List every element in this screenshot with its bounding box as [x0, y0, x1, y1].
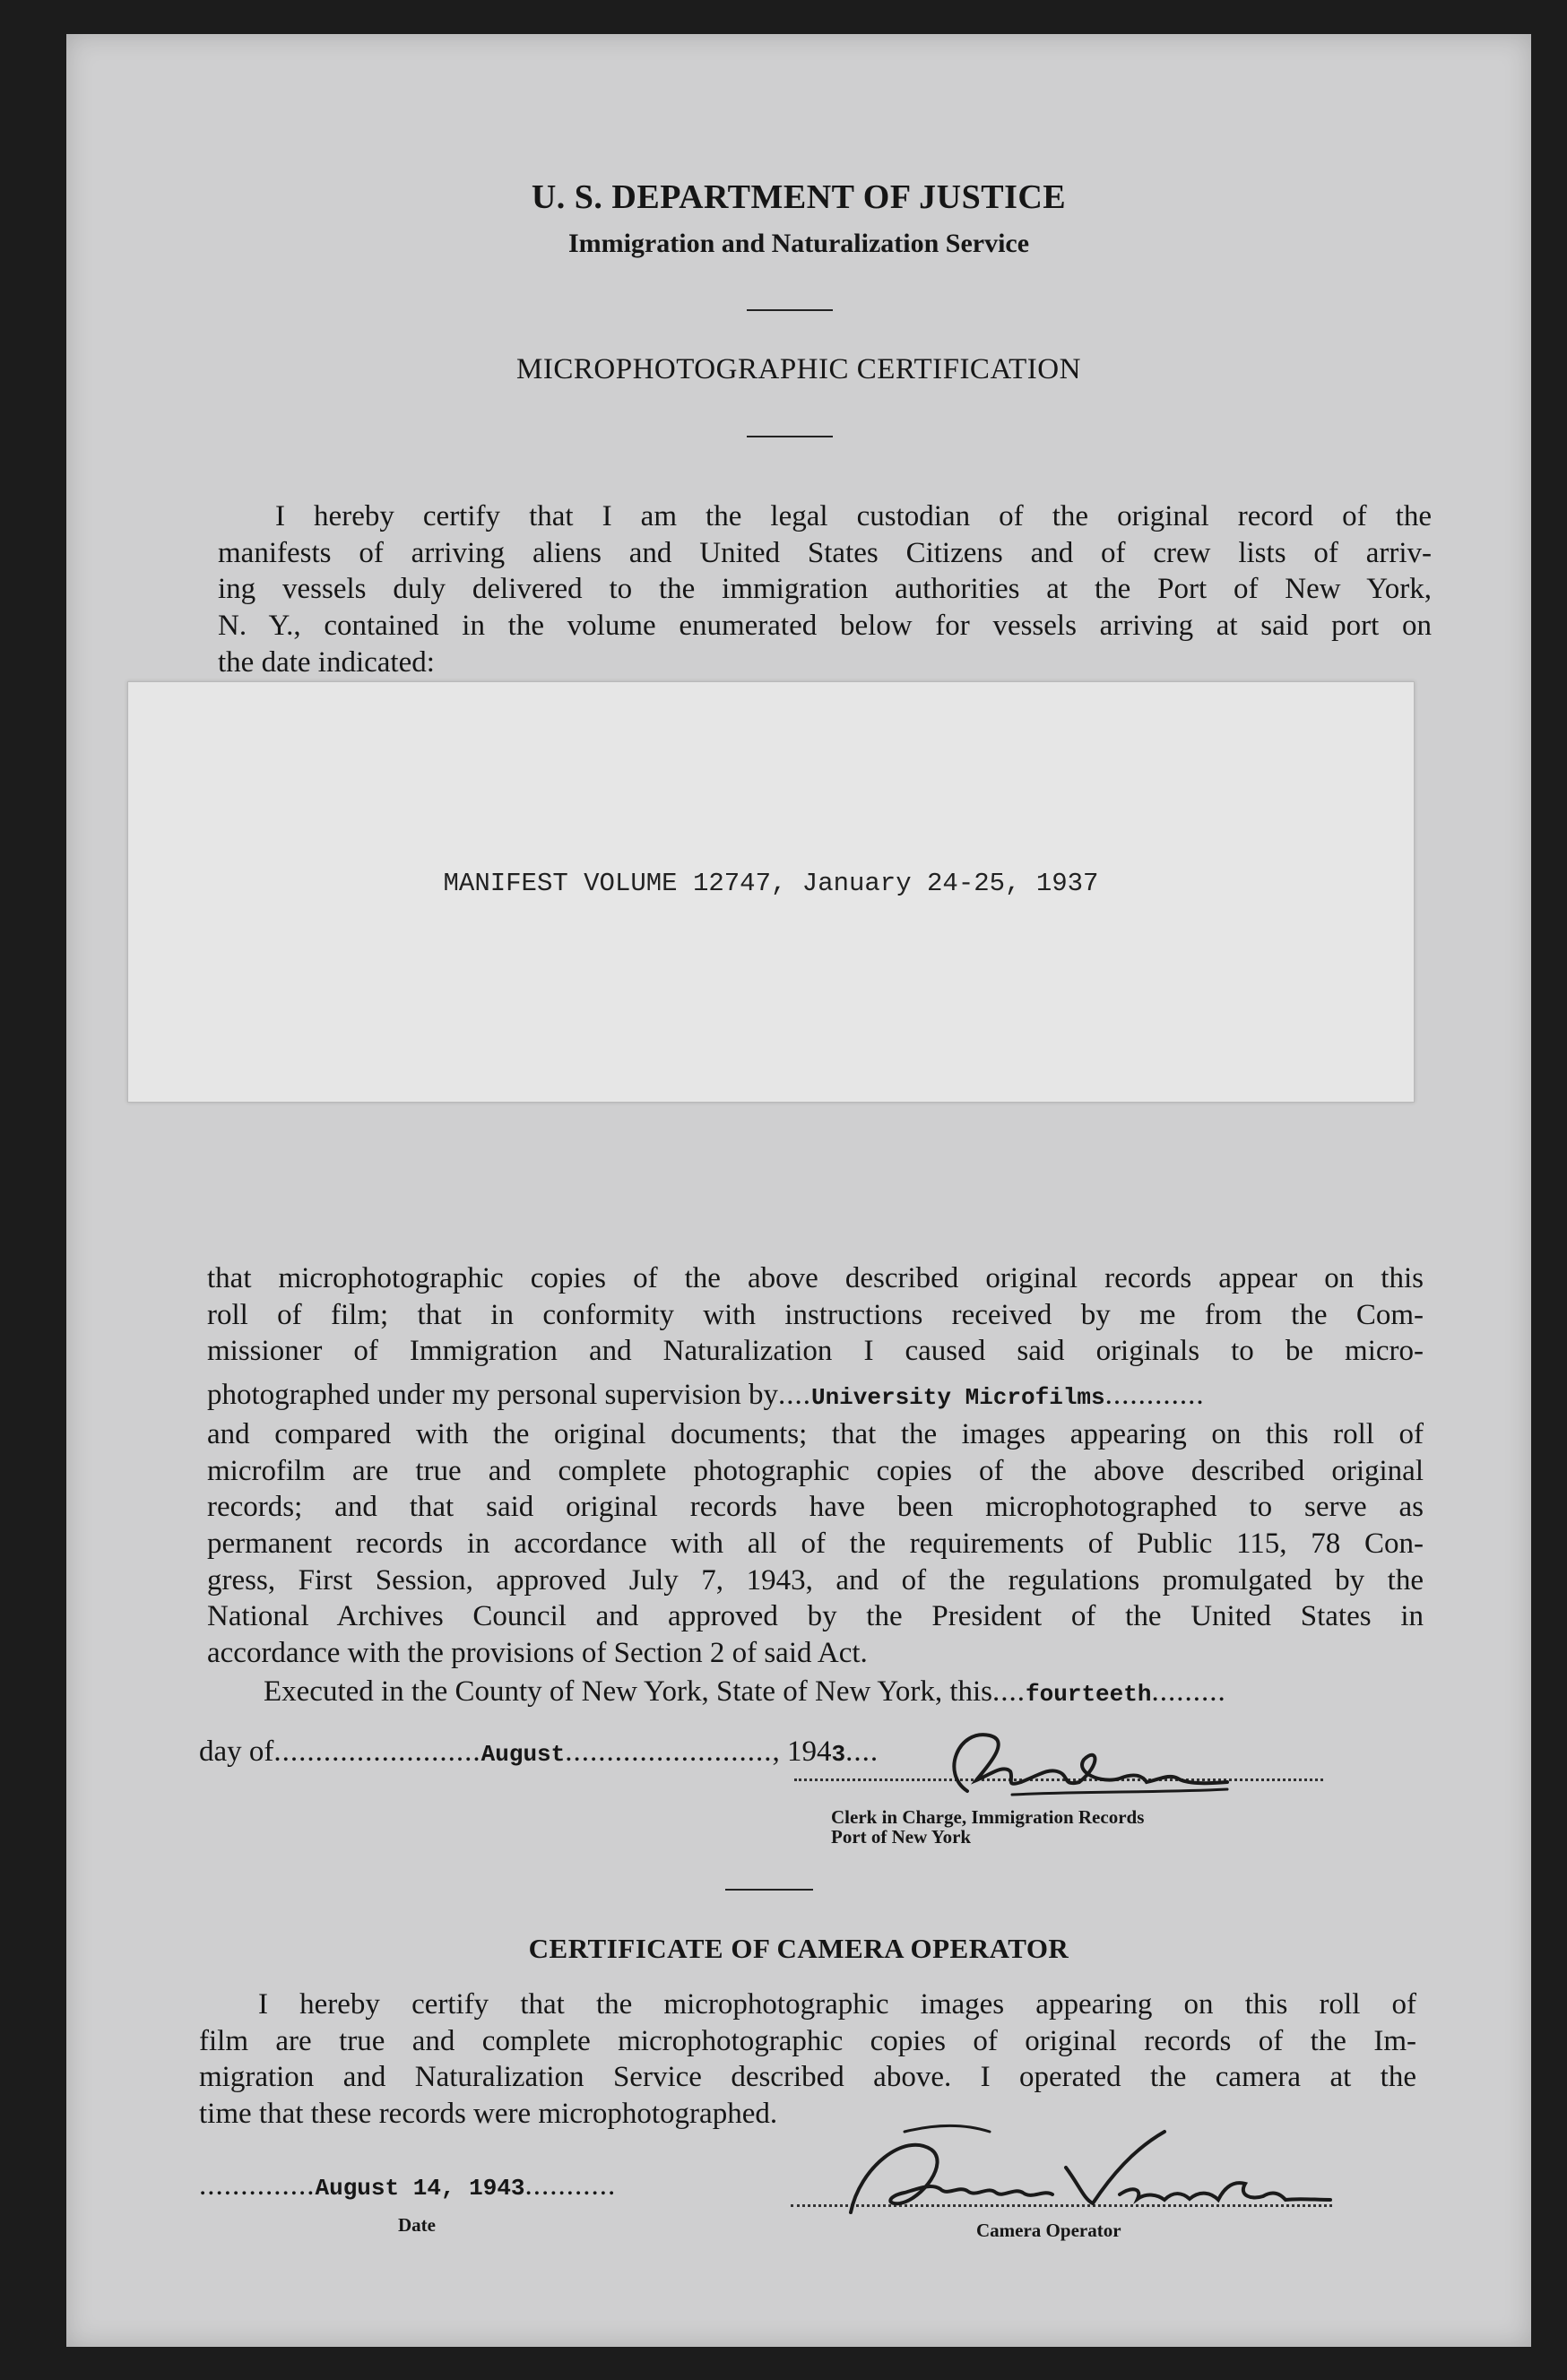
clerk-title-line: Port of New York	[831, 1826, 972, 1848]
year-digit: 3	[831, 1741, 846, 1768]
camera-line: time that these records were microphotographed.	[199, 2098, 778, 2131]
executed-month: August	[480, 1741, 566, 1768]
body-line: and compared with the original documents; that the images appearing on this roll of	[207, 1417, 1424, 1450]
date-field: ..............August 14, 1943...........	[199, 2169, 617, 2202]
body-line: gress, First Session, approved July 7, 1943, and of the regulations promulgated by the	[207, 1563, 1424, 1597]
date-label: Date	[398, 2214, 436, 2236]
body-paragraph	[207, 1260, 1424, 1672]
camera-operator-title: CERTIFICATE OF CAMERA OPERATOR	[528, 1933, 1069, 1964]
executed-line: Executed in the County of New York, State of New York, this....fourteeth.........	[264, 1675, 1226, 1708]
camera-operator-label: Camera Operator	[976, 2220, 1121, 2241]
executed-date-line: day of.........................August........................., 1943....	[199, 1735, 879, 1768]
camera-line: I hereby certify that the microphotographic images appearing on this roll of	[258, 1988, 1416, 2021]
intro-paragraph	[218, 498, 1432, 681]
microfilm-company: University Microfilms	[810, 1384, 1105, 1412]
year-prefix: , 194	[772, 1735, 832, 1768]
intro-line: ing vessels duly delivered to the immigration authorities at the Port of New York,	[218, 573, 1432, 606]
intro-line: manifests of arriving aliens and United States Citizens and of crew lists of arriv-	[218, 536, 1432, 569]
supervision-text: photographed under my personal supervision by	[207, 1379, 778, 1412]
manifest-label-card	[127, 681, 1415, 1103]
supervision-line: photographed under my personal supervision by....University Microfilms............	[207, 1379, 1205, 1412]
day-of-label: day of	[199, 1735, 274, 1768]
intro-line: the date indicated:	[218, 645, 435, 679]
executed-day: fourteeth	[1026, 1681, 1152, 1708]
body-line: roll of film; that in conformity with instructions received by me from the Com-	[207, 1298, 1424, 1331]
intro-line: I hereby certify that I am the legal custodian of the original record of the	[275, 500, 1432, 532]
manifest-volume-label: MANIFEST VOLUME 12747, January 24-25, 1937	[443, 869, 1099, 898]
certification-title: MICROPHOTOGRAPHIC CERTIFICATION	[516, 353, 1081, 385]
body-line: permanent records in accordance with all of the requirements of Public 115, 78 Con-	[207, 1527, 1424, 1560]
body-line: National Archives Council and approved by the President of the United States in	[207, 1600, 1424, 1633]
divider	[725, 1889, 813, 1891]
certificate-date: August 14, 1943	[315, 2175, 525, 2202]
clerk-signature	[905, 1719, 1263, 1818]
operator-signature	[824, 2114, 1344, 2221]
department-title: U. S. DEPARTMENT OF JUSTICE	[531, 178, 1067, 216]
clerk-title-line: Clerk in Charge, Immigration Records	[831, 1806, 1145, 1828]
body-line: that microphotographic copies of the above described original records appear on this	[207, 1262, 1424, 1294]
body-line: accordance with the provisions of Section 2 of said Act.	[207, 1637, 868, 1670]
camera-operator-paragraph	[199, 1986, 1416, 2133]
body-line: missioner of Immigration and Naturalization I caused said originals to be micro-	[207, 1335, 1424, 1368]
divider	[747, 309, 833, 311]
clerk-title	[831, 1807, 1144, 1847]
body-line: microfilm are true and complete photographic copies of the above described original	[207, 1454, 1424, 1487]
executed-text: Executed in the County of New York, State of New York, this	[264, 1675, 993, 1708]
divider	[747, 436, 833, 437]
intro-line: N. Y., contained in the volume enumerated below for vessels arriving at said port on	[218, 610, 1432, 643]
camera-line: film are true and complete microphotographic copies of original records of the Im-	[199, 2024, 1416, 2057]
body-line: records; and that said original records have been microphotographed to serve as	[207, 1491, 1424, 1524]
certificate-page	[66, 34, 1531, 2347]
service-subtitle: Immigration and Naturalization Service	[567, 229, 1030, 258]
camera-line: migration and Naturalization Service described above. I operated the camera at the	[199, 2061, 1416, 2094]
